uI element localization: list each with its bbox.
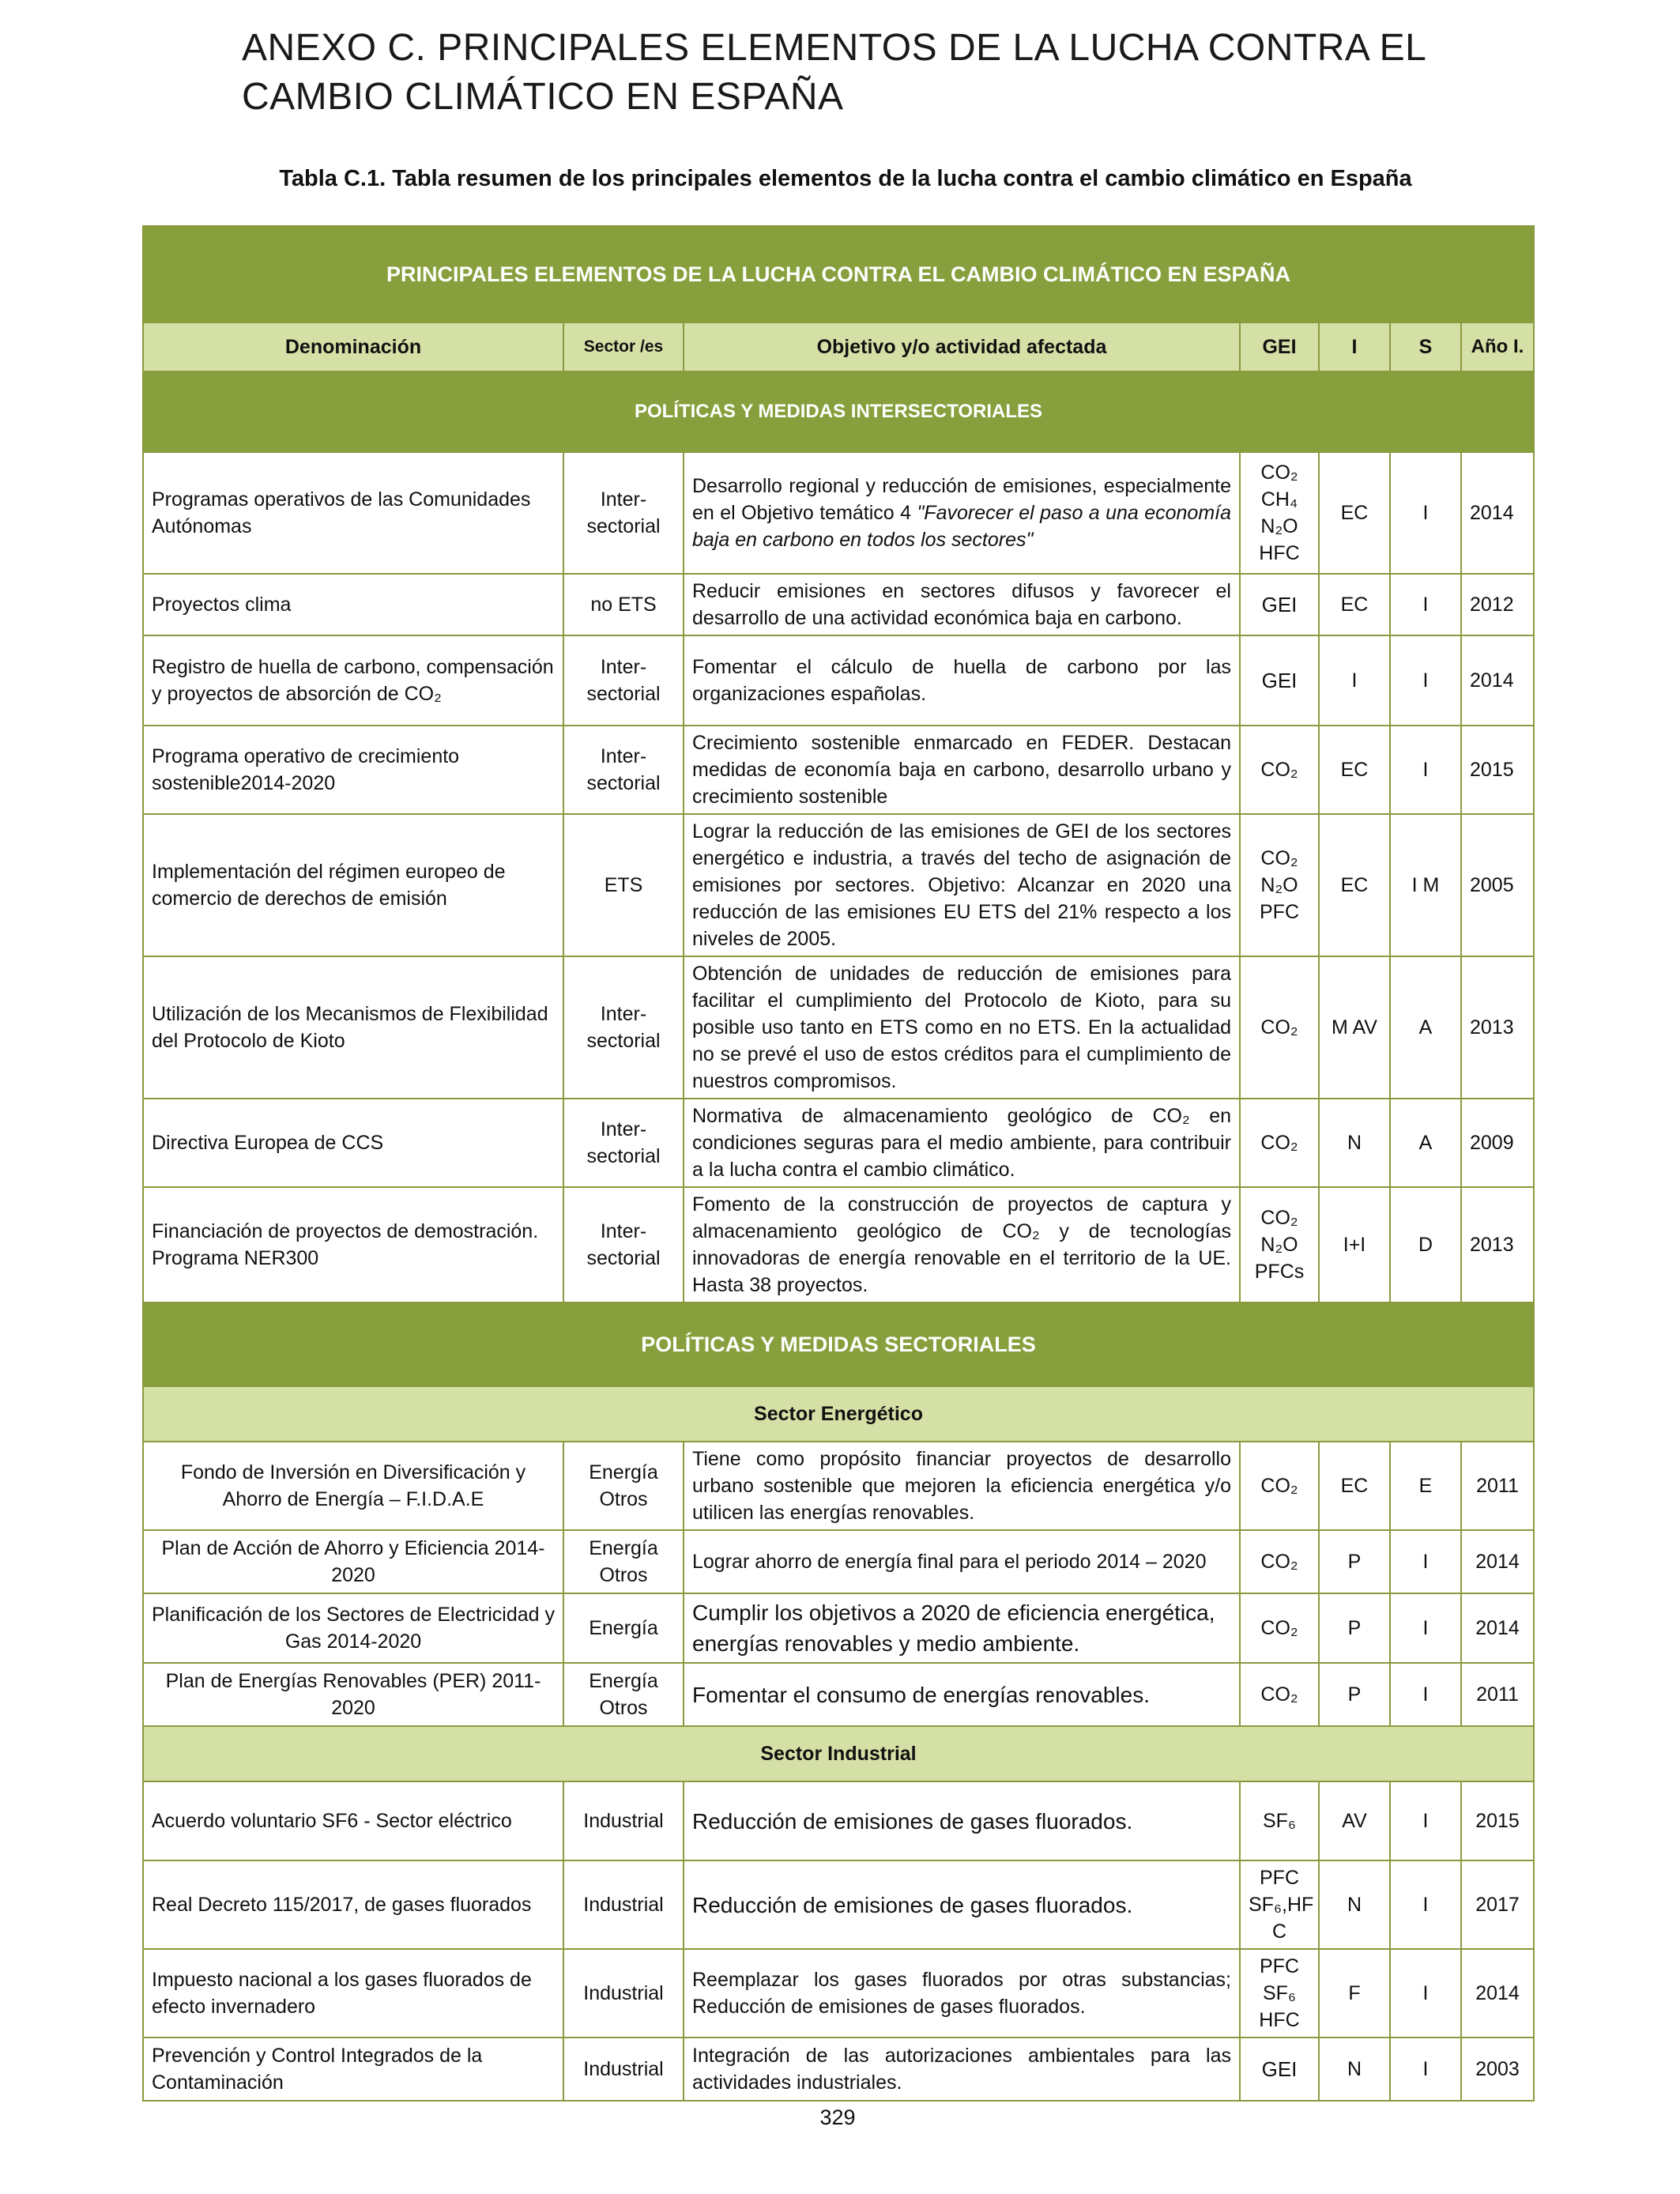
- row-objetivo-text: Crecimiento sostenible enmarcado en FEDER. Destacan medidas de economía baja en carbono, desarrollo urbano y crecimiento sostenible: [692, 732, 1231, 808]
- row-s: [1390, 1099, 1461, 1187]
- table-row: [143, 1530, 1534, 1593]
- row-instrumento: [1319, 956, 1390, 1099]
- row-denominacion: Planificación de los Sectores de Electricidad y Gas 2014-2020: [143, 1593, 563, 1663]
- row-gei: [1240, 1781, 1319, 1860]
- row-s: [1390, 1663, 1461, 1726]
- row-instrumento-text: I: [1351, 669, 1358, 692]
- row-objetivo: [684, 726, 1240, 814]
- row-objetivo: [684, 1593, 1240, 1663]
- subsection-industrial: [143, 1726, 1534, 1781]
- table-row: [143, 1949, 1534, 2038]
- row-objetivo-text: Reemplazar los gases fluorados por otras substancias; Reducción de emisiones de gases fluorados.: [692, 1969, 1231, 2018]
- row-denominacion: Proyectos clima: [143, 574, 563, 635]
- table-row: [143, 726, 1534, 814]
- row-s-text: I: [1422, 669, 1429, 692]
- row-objetivo: [684, 2038, 1240, 2101]
- row-anio: 2011: [1461, 1442, 1534, 1530]
- row-s: [1390, 1187, 1461, 1302]
- row-gei-item: N₂O: [1260, 1234, 1298, 1256]
- table-title-band-title: PRINCIPALES ELEMENTOS DE LA LUCHA CONTRA EL CAMBIO CLIMÁTICO EN ESPAÑA: [143, 226, 1534, 322]
- row-instrumento: [1319, 1860, 1390, 1949]
- row-instrumento: [1319, 1593, 1390, 1663]
- row-s-text: D: [1418, 1234, 1433, 1256]
- table-row: [143, 956, 1534, 1099]
- row-objetivo-text: Fomentar el cálculo de huella de carbono por las organizaciones españolas.: [692, 656, 1231, 705]
- row-s-text: I: [1422, 2058, 1429, 2080]
- row-denominacion: Utilización de los Mecanismos de Flexibilidad del Protocolo de Kioto: [143, 956, 563, 1099]
- subsection-industrial-title: Sector Industrial: [143, 1726, 1534, 1781]
- row-objetivo: [684, 574, 1240, 635]
- row-instrumento-text: P: [1347, 1551, 1362, 1573]
- row-objetivo: [684, 452, 1240, 574]
- row-anio: 2015: [1461, 1781, 1534, 1860]
- row-instrumento-text: EC: [1340, 759, 1369, 781]
- row-gei-item: N₂O: [1260, 874, 1298, 896]
- row-gei: [1240, 574, 1319, 635]
- row-sector: Industrial: [563, 1860, 684, 1949]
- row-gei-item: CO₂: [1260, 462, 1298, 484]
- row-gei-item: HFC: [1259, 542, 1300, 564]
- row-instrumento: [1319, 1099, 1390, 1187]
- row-gei-item: CO₂: [1260, 847, 1298, 869]
- row-instrumento: [1319, 1781, 1390, 1860]
- table-row: [143, 1593, 1534, 1663]
- row-s: [1390, 1593, 1461, 1663]
- row-instrumento-text: M AV: [1332, 1016, 1377, 1039]
- row-s-text: A: [1418, 1016, 1433, 1039]
- row-s-text: E: [1418, 1475, 1433, 1497]
- row-gei-item: CO₂: [1260, 1207, 1298, 1229]
- row-s: [1390, 1442, 1461, 1530]
- row-denominacion: Financiación de proyectos de demostración. Programa NER300: [143, 1187, 563, 1302]
- row-sector: Inter-sectorial: [563, 452, 684, 574]
- table-row: [143, 635, 1534, 726]
- subsection-energetico-title: Sector Energético: [143, 1386, 1534, 1442]
- row-gei: [1240, 1860, 1319, 1949]
- column-header: I: [1319, 322, 1390, 371]
- heading-line-1: ANEXO C. PRINCIPALES ELEMENTOS DE LA LUCHA CONTRA EL: [242, 27, 1427, 69]
- row-instrumento: [1319, 1442, 1390, 1530]
- row-s-text: I: [1422, 594, 1429, 616]
- row-gei: [1240, 452, 1319, 574]
- row-sector: Industrial: [563, 2038, 684, 2101]
- row-sector: Industrial: [563, 1781, 684, 1860]
- row-objetivo: [684, 1099, 1240, 1187]
- row-s-text: I: [1422, 1551, 1429, 1573]
- row-gei-item: CO₂: [1260, 1551, 1298, 1573]
- row-denominacion: Programas operativos de las Comunidades Autónomas: [143, 452, 563, 574]
- row-gei: [1240, 814, 1319, 956]
- row-gei-item: GEI: [1261, 593, 1298, 616]
- row-s-text: I: [1422, 1982, 1429, 2004]
- row-sector: Inter-sectorial: [563, 726, 684, 814]
- row-gei: [1240, 1663, 1319, 1726]
- table-row: [143, 1860, 1534, 1949]
- row-sector: Industrial: [563, 1949, 684, 2038]
- row-objetivo-text: Reducción de emisiones de gases fluorados.: [692, 1808, 1133, 1834]
- row-instrumento-text: F: [1348, 1982, 1361, 2004]
- row-gei-item: SF₆: [1262, 1982, 1297, 2004]
- row-s-text: I: [1422, 759, 1429, 781]
- row-objetivo: [684, 1663, 1240, 1726]
- row-objetivo-text: Desarrollo regional y reducción de emisiones, especialmente en el Objetivo temático 4: [692, 475, 1231, 524]
- row-gei-item: PFC: [1260, 1867, 1299, 1889]
- row-objetivo: [684, 1860, 1240, 1949]
- row-anio: 2014: [1461, 1593, 1534, 1663]
- row-denominacion: Fondo de Inversión en Diversificación y Ahorro de Energía – F.I.D.A.E: [143, 1442, 563, 1530]
- row-objetivo-text: Reducción de emisiones de gases fluorados.: [692, 1892, 1133, 1917]
- row-instrumento-text: P: [1347, 1617, 1362, 1639]
- table-row: [143, 574, 1534, 635]
- row-s-text: I: [1422, 1894, 1429, 1916]
- row-gei: [1240, 1949, 1319, 2038]
- row-s: [1390, 1860, 1461, 1949]
- row-gei-item: CO₂: [1260, 1475, 1298, 1497]
- row-instrumento: [1319, 1187, 1390, 1302]
- row-instrumento-text: AV: [1342, 1810, 1367, 1832]
- row-objetivo: [684, 635, 1240, 726]
- row-gei: [1240, 1530, 1319, 1593]
- table-row: [143, 1663, 1534, 1726]
- row-gei-item: GEI: [1261, 2057, 1298, 2081]
- column-header: Denominación: [143, 322, 563, 371]
- row-objetivo: [684, 814, 1240, 956]
- row-gei: [1240, 1593, 1319, 1663]
- table-row: [143, 1781, 1534, 1860]
- row-gei-item: C: [1271, 1921, 1287, 1943]
- table-row: [143, 814, 1534, 956]
- column-header: Objetivo y/o actividad afectada: [684, 322, 1240, 371]
- row-anio: 2011: [1461, 1663, 1534, 1726]
- row-gei-item: SF₆: [1262, 1810, 1297, 1832]
- row-anio: 2014: [1461, 1949, 1534, 2038]
- row-gei-item: CO₂: [1260, 1683, 1298, 1706]
- row-gei-item: GEI: [1261, 669, 1298, 692]
- row-s: [1390, 1949, 1461, 2038]
- row-denominacion: Programa operativo de crecimiento sostenible2014-2020: [143, 726, 563, 814]
- row-instrumento-text: P: [1347, 1683, 1362, 1706]
- row-sector: Energía: [563, 1593, 684, 1663]
- row-gei: [1240, 1442, 1319, 1530]
- row-objetivo-text: Obtención de unidades de reducción de emisiones para facilitar el cumplimiento del Protocolo de Kioto, para su posible uso tanto en ETS como en no ETS. En la actualidad no se prevé el uso de estos créditos para el cumplimiento de nuestros compromisos.: [692, 963, 1231, 1092]
- row-anio: 2015: [1461, 726, 1534, 814]
- row-denominacion: Acuerdo voluntario SF6 - Sector eléctrico: [143, 1781, 563, 1860]
- row-objetivo: [684, 1530, 1240, 1593]
- row-objetivo-text: Normativa de almacenamiento geológico de CO₂ en condiciones seguras para el medio ambiente, para contribuir a la lucha contra el cambio climático.: [692, 1105, 1231, 1181]
- row-s-text: I M: [1411, 874, 1440, 896]
- table-caption: Tabla C.1. Tabla resumen de los principales elementos de la lucha contra el cambio climático en España: [279, 166, 1412, 191]
- row-objetivo-text: Fomentar el consumo de energías renovables.: [692, 1682, 1150, 1707]
- row-gei: [1240, 635, 1319, 726]
- row-instrumento: [1319, 726, 1390, 814]
- row-objetivo-text: Lograr ahorro de energía final para el periodo 2014 – 2020: [692, 1551, 1207, 1573]
- row-anio: 2009: [1461, 1099, 1534, 1187]
- table-row: [143, 1442, 1534, 1530]
- row-gei: [1240, 956, 1319, 1099]
- table-row: [143, 2038, 1534, 2101]
- row-instrumento: [1319, 452, 1390, 574]
- row-sector: Energía Otros: [563, 1663, 684, 1726]
- row-objetivo-italic: "Favorecer el paso a una economía baja en carbono en todos los sectores": [692, 502, 1231, 551]
- table-title-band: [143, 226, 1534, 322]
- row-instrumento-text: EC: [1340, 874, 1369, 896]
- column-header-row: [143, 322, 1534, 371]
- row-gei-item: SF₆,HF: [1249, 1894, 1314, 1916]
- row-objetivo-text: Integración de las autorizaciones ambientales para las actividades industriales.: [692, 2045, 1231, 2094]
- row-anio: 2014: [1461, 1530, 1534, 1593]
- row-gei-item: PFC: [1260, 1955, 1299, 1977]
- row-s: [1390, 2038, 1461, 2101]
- column-header: Sector /es: [563, 322, 684, 371]
- row-instrumento: [1319, 814, 1390, 956]
- table-row: [143, 1187, 1534, 1302]
- row-instrumento: [1319, 1949, 1390, 2038]
- row-s-text: I: [1422, 1617, 1429, 1639]
- row-s: [1390, 1530, 1461, 1593]
- page-number: 329: [819, 2105, 856, 2129]
- row-instrumento: [1319, 2038, 1390, 2101]
- row-objetivo-text: Lograr la reducción de las emisiones de GEI de los sectores energético e industria, a través del techo de asignación de emisiones por sectores. Objetivo: Alcanzar en 2020 una reducción de las emisiones EU ETS del 21% respecto a los niveles de 2005.: [692, 820, 1231, 950]
- row-denominacion: Directiva Europea de CCS: [143, 1099, 563, 1187]
- row-s: [1390, 1781, 1461, 1860]
- row-instrumento-text: EC: [1340, 594, 1369, 616]
- row-instrumento-text: EC: [1340, 1475, 1369, 1497]
- row-gei: [1240, 1099, 1319, 1187]
- column-header: Año I.: [1461, 322, 1534, 371]
- page-heading: [242, 24, 1585, 122]
- section-sectoriales: [143, 1302, 1534, 1386]
- row-s-text: I: [1422, 1810, 1429, 1832]
- row-instrumento: [1319, 635, 1390, 726]
- row-gei-item: PFC: [1260, 901, 1299, 923]
- row-sector: Inter-sectorial: [563, 956, 684, 1099]
- row-s-text: I: [1422, 1683, 1429, 1706]
- row-gei-item: CO₂: [1260, 759, 1298, 781]
- row-anio: 2013: [1461, 1187, 1534, 1302]
- row-anio: 2013: [1461, 956, 1534, 1099]
- row-sector: Inter-sectorial: [563, 1187, 684, 1302]
- row-instrumento-text: N: [1347, 1132, 1362, 1154]
- row-anio: 2014: [1461, 635, 1534, 726]
- row-instrumento-text: I+I: [1343, 1234, 1366, 1256]
- row-denominacion: Implementación del régimen europeo de comercio de derechos de emisión: [143, 814, 563, 956]
- row-anio: 2014: [1461, 452, 1534, 574]
- row-denominacion: Prevención y Control Integrados de la Contaminación: [143, 2038, 563, 2101]
- row-denominacion: Real Decreto 115/2017, de gases fluorados: [143, 1860, 563, 1949]
- subsection-energetico: [143, 1386, 1534, 1442]
- row-objetivo-text: Fomento de la construcción de proyectos de captura y almacenamiento geológico de CO₂ y de tecnologías innovadoras de energía renovable en el territorio de la UE. Hasta 38 proyectos.: [692, 1193, 1231, 1296]
- row-gei: [1240, 2038, 1319, 2101]
- row-denominacion: Registro de huella de carbono, compensación y proyectos de absorción de CO₂: [143, 635, 563, 726]
- row-objetivo-text: Tiene como propósito financiar proyectos de desarrollo urbano sostenible que mejoren la eficiencia energética y/o utilicen las energías renovables.: [692, 1448, 1231, 1524]
- row-instrumento: [1319, 574, 1390, 635]
- row-s: [1390, 574, 1461, 635]
- table-row: [143, 452, 1534, 574]
- row-gei: [1240, 726, 1319, 814]
- row-gei-item: CO₂: [1260, 1016, 1298, 1039]
- row-s-text: A: [1418, 1132, 1433, 1154]
- row-instrumento: [1319, 1530, 1390, 1593]
- row-s: [1390, 956, 1461, 1099]
- row-objetivo: [684, 1187, 1240, 1302]
- column-header: S: [1390, 322, 1461, 371]
- row-objetivo: [684, 956, 1240, 1099]
- row-gei-item: PFCs: [1254, 1261, 1305, 1283]
- table-row: [143, 1099, 1534, 1187]
- row-denominacion: Plan de Acción de Ahorro y Eficiencia 2014-2020: [143, 1530, 563, 1593]
- row-objetivo-text: Reducir emisiones en sectores difusos y favorecer el desarrollo de una actividad económica baja en carbono.: [692, 580, 1231, 629]
- row-anio: 2005: [1461, 814, 1534, 956]
- row-gei-item: CO₂: [1260, 1617, 1298, 1639]
- row-s: [1390, 635, 1461, 726]
- row-objetivo: [684, 1781, 1240, 1860]
- row-s-text: I: [1422, 502, 1429, 524]
- row-denominacion: Impuesto nacional a los gases fluorados de efecto invernadero: [143, 1949, 563, 2038]
- row-s: [1390, 814, 1461, 956]
- row-denominacion: Plan de Energías Renovables (PER) 2011-2020: [143, 1663, 563, 1726]
- row-objetivo: [684, 1949, 1240, 2038]
- row-instrumento-text: N: [1347, 1894, 1362, 1916]
- row-sector: Inter-sectorial: [563, 635, 684, 726]
- section-sectoriales-title: POLÍTICAS Y MEDIDAS SECTORIALES: [143, 1302, 1534, 1386]
- row-sector: Energía Otros: [563, 1530, 684, 1593]
- row-gei-item: HFC: [1259, 2009, 1300, 2031]
- row-s: [1390, 726, 1461, 814]
- column-header: GEI: [1240, 322, 1319, 371]
- section-intersectoriales-title: POLÍTICAS Y MEDIDAS INTERSECTORIALES: [143, 371, 1534, 452]
- row-sector: Energía Otros: [563, 1442, 684, 1530]
- section-intersectoriales: [143, 371, 1534, 452]
- row-objetivo-text: Cumplir los objetivos a 2020 de eficiencia energética, energías renovables y medio ambiente.: [692, 1600, 1215, 1656]
- row-instrumento-text: EC: [1340, 502, 1369, 524]
- row-sector: ETS: [563, 814, 684, 956]
- row-gei-item: CO₂: [1260, 1132, 1298, 1154]
- row-gei: [1240, 1187, 1319, 1302]
- row-anio: 2003: [1461, 2038, 1534, 2101]
- heading-line-2: CAMBIO CLIMÁTICO EN ESPAÑA: [242, 76, 844, 118]
- row-gei-item: CH₄: [1260, 488, 1298, 511]
- row-sector: Inter-sectorial: [563, 1099, 684, 1187]
- row-gei-item: N₂O: [1260, 515, 1298, 537]
- row-s: [1390, 452, 1461, 574]
- row-instrumento-text: N: [1347, 2058, 1362, 2080]
- row-instrumento: [1319, 1663, 1390, 1726]
- row-anio: 2017: [1461, 1860, 1534, 1949]
- row-anio: 2012: [1461, 574, 1534, 635]
- row-sector: no ETS: [563, 574, 684, 635]
- row-objetivo: [684, 1442, 1240, 1530]
- summary-table: [142, 225, 1535, 2102]
